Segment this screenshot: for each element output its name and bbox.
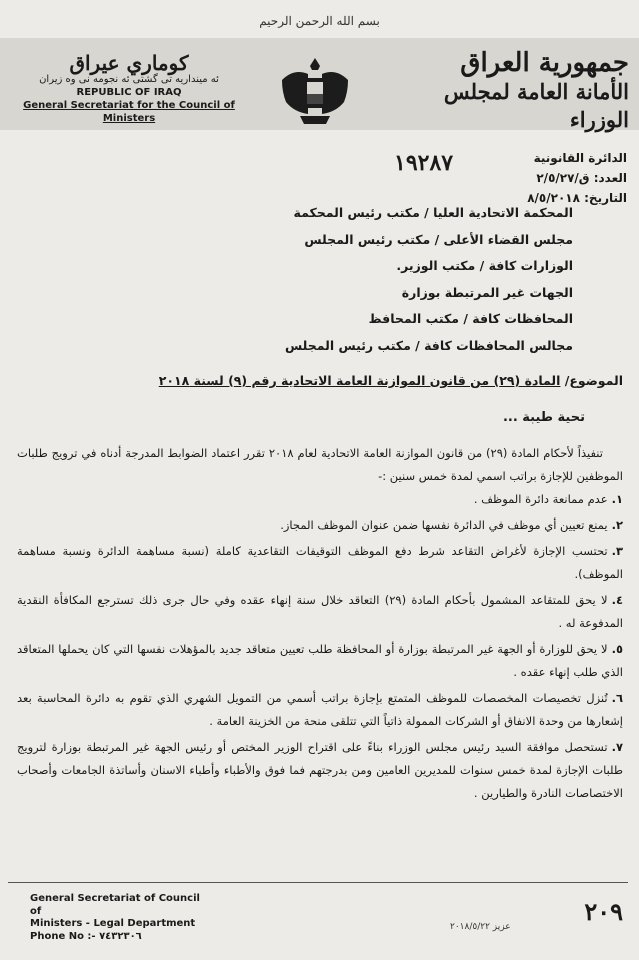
list-item bbox=[17, 514, 623, 537]
intro-paragraph: تنفيذاً لأحكام المادة (٢٩) من قانون الموازنة العامة الاتحادية لعام ٢٠١٨ تقرر اعتماد الضوابط المدرجة أدناه في ترويج طلبات الموظفين للإجازة براتب اسمي لمدة خمس سنين :- bbox=[17, 446, 623, 483]
list-item-number: ٦. bbox=[611, 691, 623, 705]
recipients-list bbox=[113, 200, 573, 359]
document-number: العدد: ق/٢/٥/٢٧ bbox=[536, 171, 627, 185]
letter-body bbox=[17, 442, 623, 808]
footer-phone: Phone No :- ٧٤٣٢٣٠٦ bbox=[30, 930, 142, 942]
letterhead-republic: REPUBLIC OF IRAQ bbox=[76, 87, 182, 98]
letterhead-english bbox=[14, 52, 244, 125]
letterhead-country: جمهورية العراق bbox=[460, 48, 629, 78]
page-number: ٢٠٩ bbox=[584, 897, 623, 926]
list-item-number: ٢. bbox=[611, 518, 623, 532]
subject-label: الموضوع/ bbox=[564, 373, 623, 388]
recipient-line: مجالس المحافظات كافة / مكتب رئيس المجلس bbox=[284, 337, 573, 353]
list-item-text: تُنزل تخصيصات المخصصات للموظف المتمتع بإجازة براتب أسمي من التمويل الشهري الذي تقوم به دائرة المحاسبة بعد إشعارها من وحدة الانفاق أو الشركات الممولة ذاتياً التي تتلقى منحة من الخزينة العامة . bbox=[17, 691, 623, 728]
footer-department: Ministers - Legal Department bbox=[30, 918, 196, 929]
list-item-number: ٧. bbox=[611, 740, 623, 754]
list-item bbox=[17, 540, 623, 586]
footer-contact bbox=[30, 893, 210, 943]
reference-block bbox=[467, 148, 627, 208]
list-item-text: عدم ممانعة دائرة الموظف . bbox=[473, 492, 608, 506]
list-item-text: لا يحق للمتقاعد المشمول بأحكام المادة (٢٩) التعاقد خلال سنة إنهاء عقده وفي حال جرى ذلك تسترجع المكافأة النقدية المدفوعة له . bbox=[17, 593, 623, 630]
list-item-text: تحتسب الإجازة لأغراض التقاعد شرط دفع الموظف التوقيفات التقاعدية كاملة (نسبة مساهمة الدائرة ونسبة مساهمة الموظف). bbox=[17, 544, 623, 581]
list-item-text: تستحصل موافقة السيد رئيس مجلس الوزراء بناءً على اقتراح الوزير المختص أو رئيس الجهة غير المرتبطة بوزارة لترويج طلبات الإجازة لمدة خمس سنوات للمديرين العامين ومن بدرجتهم فما فوق والأطباء وأطباء الاسنان وأساتذة الجامعات وأصحاب الاختصاصات النادرة والطيارين . bbox=[17, 740, 623, 800]
letterhead-secretariat: الأمانة العامة لمجلس الوزراء bbox=[443, 79, 629, 132]
list-item bbox=[17, 488, 623, 511]
list-item bbox=[17, 638, 623, 684]
footer-file-info: عزيز ٢٠١٨/٥/٢٢ bbox=[450, 922, 511, 932]
basmala: بسم الله الرحمن الرحيم bbox=[259, 14, 380, 28]
stamp-reference-number: ١٩٢٨٧ bbox=[394, 150, 454, 176]
list-item-text: لا يحق للوزارة أو الجهة غير المرتبطة بوزارة أو المحافظة طلب تعيين متعاقد جديد بالمؤهلات نفسها التي كان يحملها المتعاقد الذي طلب إنهاء عقده . bbox=[17, 642, 623, 679]
greeting: تحية طيبة ... bbox=[502, 410, 585, 425]
letterhead-kurdish-subtitle: ئه مينداريه تى گشتى ئه نجومه نى وه زيران bbox=[39, 74, 219, 85]
letterhead-arabic bbox=[389, 48, 629, 134]
list-item-number: ٤. bbox=[611, 593, 623, 607]
document-date: التاريخ: ٨/٥/٢٠١٨ bbox=[527, 191, 627, 205]
list-item-number: ١. bbox=[611, 492, 623, 506]
regulations-list bbox=[17, 488, 623, 805]
list-item-text: يمنع تعيين أي موظف في الدائرة نفسها ضمن عنوان الموظف المجاز. bbox=[280, 518, 608, 532]
letterhead-kurdish-title: كوماري عيراق bbox=[69, 51, 189, 75]
list-item bbox=[17, 589, 623, 635]
footer-divider bbox=[8, 882, 628, 883]
recipient-line: المحكمة الاتحادية العليا / مكتب رئيس المحكمة bbox=[293, 205, 573, 220]
list-item bbox=[17, 687, 623, 733]
list-item bbox=[17, 736, 623, 805]
subject-value: المادة (٢٩) من قانون الموازنة العامة الاتحادية رقم (٩) لسنة ٢٠١٨ bbox=[158, 373, 561, 388]
footer-secretariat: General Secretariat of Council of bbox=[30, 893, 200, 917]
subject-line bbox=[23, 373, 623, 388]
recipient-line: الجهات غير المرتبطة بوزارة bbox=[401, 284, 573, 300]
list-item-number: ٥. bbox=[611, 642, 623, 656]
recipient-line: المحافظات كافة / مكتب المحافظ bbox=[368, 311, 573, 326]
iraq-eagle-emblem bbox=[278, 54, 352, 130]
department-name: الدائرة القانونية bbox=[533, 151, 627, 165]
letterhead-general-secretariat: General Secretariat for the Council of Ministers bbox=[23, 100, 235, 124]
recipient-line: الوزارات كافة / مكتب الوزير. bbox=[396, 258, 573, 273]
list-item-number: ٣. bbox=[611, 544, 623, 558]
recipient-line: مجلس القضاء الأعلى / مكتب رئيس المجلس bbox=[304, 231, 573, 247]
